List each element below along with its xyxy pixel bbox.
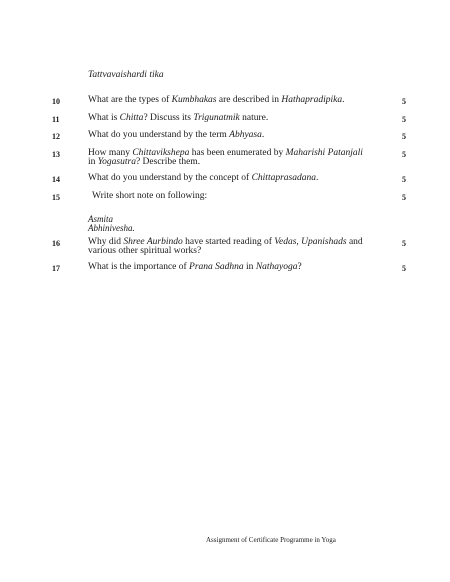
question-number: 16 bbox=[52, 239, 60, 248]
question-marks: 5 bbox=[402, 150, 406, 159]
question-text: What are the types of Kumbhakas are described in Hathapradipika. bbox=[88, 95, 345, 105]
question-marks: 5 bbox=[402, 132, 406, 141]
question-text: What is Chitta? Discuss its Trigunatmik nature. bbox=[88, 113, 269, 123]
question-number: 12 bbox=[52, 132, 60, 141]
question-number: 13 bbox=[52, 150, 60, 159]
sub-item: Asmita bbox=[88, 214, 114, 224]
sub-item: Abhinivesha. bbox=[88, 223, 135, 233]
question-text: How many Chittavikshepa has been enumerated by Maharishi Patanjali in Yogasutra? Describe them. bbox=[88, 148, 363, 167]
question-text: What do you understand by the concept of Chittaprasadana. bbox=[88, 173, 319, 183]
question-number: 15 bbox=[52, 193, 60, 202]
question-text: Why did Shree Aurbindo have started reading of Vedas, Upanishads and various other spiritual works? bbox=[88, 237, 363, 256]
question-text: Write short note on following: bbox=[92, 191, 208, 201]
question-marks: 5 bbox=[402, 264, 406, 273]
question-number: 10 bbox=[52, 97, 60, 106]
question-number: 14 bbox=[52, 175, 60, 184]
question-number: 17 bbox=[52, 264, 60, 273]
page-footer: Assignment of Certificate Programme in Yoga bbox=[206, 536, 336, 544]
question-text: What do you understand by the term Abhyasa. bbox=[88, 130, 265, 140]
question-marks: 5 bbox=[402, 193, 406, 202]
question-marks: 5 bbox=[402, 239, 406, 248]
question-marks: 5 bbox=[402, 115, 406, 124]
question-marks: 5 bbox=[402, 97, 406, 106]
question-marks: 5 bbox=[402, 175, 406, 184]
question-number: 11 bbox=[52, 115, 60, 124]
question-text: What is the importance of Prana Sadhna in Nathayoga? bbox=[88, 262, 302, 272]
intro-line: Tattvavaishardi tika bbox=[88, 70, 164, 80]
